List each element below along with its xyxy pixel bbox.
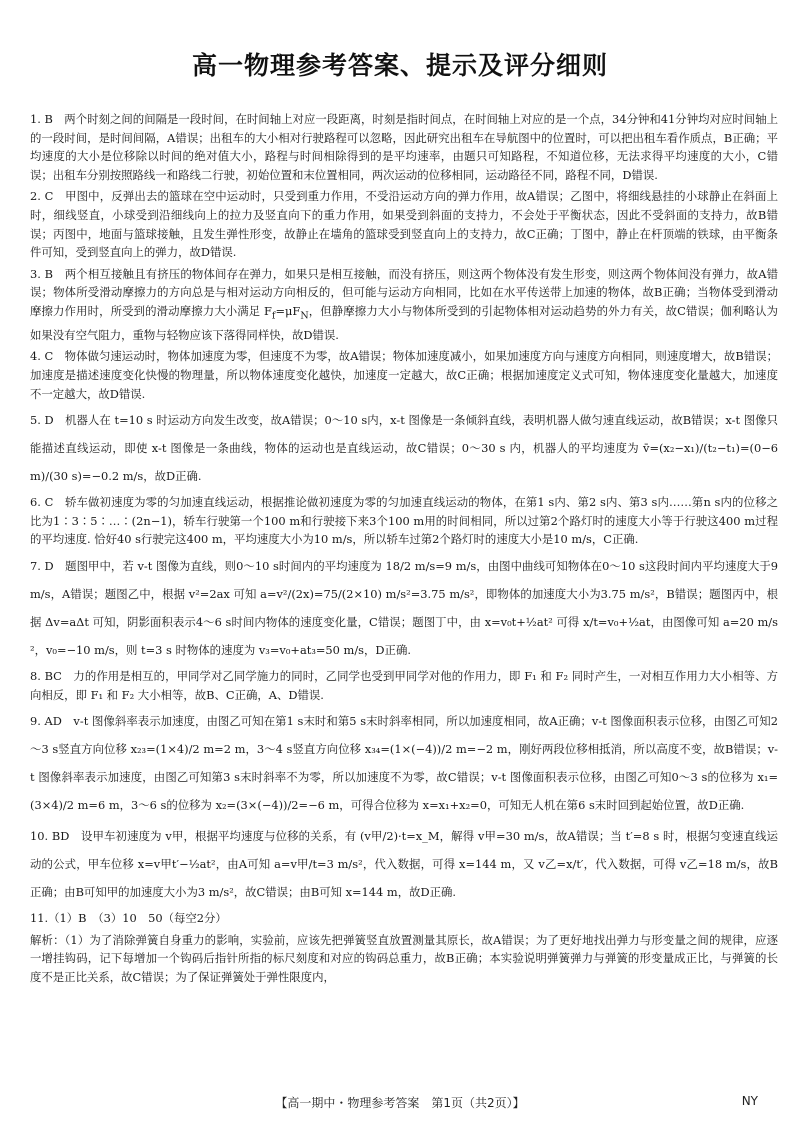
answer-item-7: 7. D 题图甲中，若 v-t 图像为直线，则0～10 s时间内的平均速度为 18/2 m/s=9 m/s，由图中曲线可知物体在0～10 s这段时间内平均速度大于9 m/s，A错误；题图乙中，根据 v²=2ax 可知 a=v²/(2x)=75/(2×10) m/s²=3.75 m/s²，即物体的加速度大小为3.75 m/s²，B错误；题图丙中，根据 Δv=aΔt 可知，阴影面积表示4～6 s时间内物体的速度变化量，C错误；题图丁中，由 x=v₀t+½at² 可得 x/t=v₀+½at，由图像可知 a=20 m/s²，v₀=−10 m/s，则 t=3 s 时物体的速度为 v₃=v₀+at₃=50 m/s，D正确. <box>30 558 778 657</box>
footer-text: 【高一期中・物理参考答案 第1页（共2页）】 <box>275 1096 525 1110</box>
answer-item-2: 2. C 甲图中，反弹出去的篮球在空中运动时，只受到重力作用，不受沿运动方向的弹力作用，故A错误；乙图中，将细线悬挂的小球静止在斜面上时，细线竖直，小球受到沿细线向上的拉力及竖直向下的重力作用，如果受到斜面的支持力，不会处于平衡状态，因此不受斜面的支持力，故B错误；丙图中，地面与篮球接触，且发生弹性形变，故静止在墙角的篮球受到竖直向上的支持力，故C正确；丁图中，静止在杆顶端的铁球，由平衡条件可知，受到竖直向上的弹力，故D错误. <box>30 189 778 260</box>
footer-code: NY <box>741 1094 758 1108</box>
answer-item-11-analysis: 解析：（1）为了消除弹簧自身重力的影响，实验前，应该先把弹簧竖直放置测量其原长，故A错误；为了更好地找出弹力与形变量之间的规律，应逐一增挂钩码，记下每增加一个钩码后指针所指的标尺刻度和对应的钩码总重力，故B正确；本实验说明弹簧弹力与弹簧的形变量成正比，与弹簧的长度不是正比关系，故C错误；为了保证弹簧处于弹性限度内， <box>30 932 778 984</box>
answer-item-4: 4. C 物体做匀速运动时，物体加速度为零，但速度不为零，故A错误；物体加速度减小，如果加速度方向与速度方向相同，则速度增大，故B错误；加速度是描述速度变化快慢的物理量，所以物体速度变化越快，加速度一定越大，故C正确；根据加速度定义式可知，物体速度变化量越大，加速度不一定越大，故D错误. <box>30 349 778 401</box>
answer-item-11: 11.（1）B （3）10 50（每空2分） <box>30 911 227 926</box>
answer-item-3: 3. B 两个相互接触且有挤压的物体间存在弹力，如果只是相互接触，而没有挤压，则这两个物体没有发生形变，则这两个物体间没有弹力，故A错误；物体所受滑动摩擦力的方向总是与相对运动方向相反的，但可能与运动方向相同，比如在水平传送带上加速的物体，故B正确；当物体受到滑动摩擦力作用时，所受到的滑动摩擦力大小满足 $F_f=\mu F_N$，但静摩擦力大小与物体所受到的引起物体相对运动趋势的外力有关，故C错误；伽利略认为如果没有空气阻力，重物与轻物应该下落得同样快，故D错误. <box>30 266 778 342</box>
answer-item-6: 6. C 轿车做初速度为零的匀加速直线运动，根据推论做初速度为零的匀加速直线运动的物体，在第1 s内、第2 s内、第3 s内……第n s内的位移之比为1∶3∶5∶…∶(2n−1)，轿车行驶第一个100 m和行驶接下来3个100 m用的时间相同，所以过第2个路灯时的速度大小等于行驶这400 m过程的平均速度. 恰好40 s行驶完这400 m，平均速度大小为10 m/s，所以轿车过第2个路灯时的速度大小是10 m/s，C正确. <box>30 495 778 547</box>
answer-item-9: 9. AD v-t 图像斜率表示加速度，由图乙可知在第1 s末时和第5 s末时斜率相同，所以加速度相同，故A正确；v-t 图像面积表示位移，由图乙可知2～3 s竖直方向位移 x₂₃=(1×4)/2 m=2 m，3～4 s竖直方向位移 x₃₄=(1×(−4))/2 m=−2 m，刚好两段位移相抵消，所以高度不变，故B错误；v-t 图像斜率表示加速度，由图乙可知第3 s末时斜率不为零，所以加速度不为零，故C错误；v-t 图像面积表示位移，由图乙可知0～3 s的位移为 x₁=(3×4)/2 m=6 m，3～6 s的位移为 x₂=(3×(−4))/2=−6 m，可得合位移为 x=x₁+x₂=0，可知无人机在第6 s末时回到起始位置，故D正确. <box>30 714 778 813</box>
answer-item-10: 10. BD 设甲车初速度为 v甲，根据平均速度与位移的关系，有 (v甲/2)·t=x_M，解得 v甲=30 m/s，故A错误；当 t′=8 s 时，根据匀变速直线运动的公式，甲车位移 x=v甲t′−½at²，由A可知 a=v甲/t=3 m/s²，代入数据，可得 x=144 m，又 v乙=x/t′，代入数据，可得 v乙=18 m/s，故B正确；由B可知甲的加速度大小为3 m/s²，故C错误；由B可知 x=144 m，故D正确. <box>30 829 778 900</box>
answer-item-5: 5. D 机器人在 t=10 s 时运动方向发生改变，故A错误；0～10 s内，x-t 图像是一条倾斜直线，表明机器人做匀速直线运动，故B错误；x-t 图像只能描述直线运动，即使 x-t 图像是一条曲线，物体的运动也是直线运动，故C错误；0～30 s 内，机器人的平均速度为 v̄=(x₂−x₁)/(t₂−t₁)=(0−6 m)/(30 s)=−0.2 m/s，故D正确. <box>30 413 778 484</box>
answer-item-1: 1. B 两个时刻之间的间隔是一段时间，在时间轴上对应一段距离，时刻是指时间点，在时间轴上对应的是一个点，34分钟和41分钟均对应时间轴上的一段时间，是时间间隔，A错误；出租车的大小相对行驶路程可以忽略，因此研究出租车在导航图中的位置时，可以把出租车看作质点，B正确；平均速度的大小是位移除以时间的绝对值大小，路程与时间相除得到的是平均速率，由题只可知路程，不知道位移，无法求得平均速度的大小，C错误；出租车分别按照路线一和路线二行驶，初始位置和末位置相同，两次运动的位移相同，运动路径不同，路程不同，D错误. <box>30 112 778 182</box>
page-title: 高一物理参考答案、提示及评分细则 <box>191 51 608 80</box>
answer-body <box>30 110 778 990</box>
answer-item-8: 8. BC 力的作用是相互的，甲同学对乙同学施力的同时，乙同学也受到甲同学对他的作用力，即 F₁ 和 F₂ 同时产生，一对相互作用力大小相等、方向相反，即 F₁ 和 F₂ 大小相等，故B、C正确，A、D错误. <box>30 668 778 702</box>
